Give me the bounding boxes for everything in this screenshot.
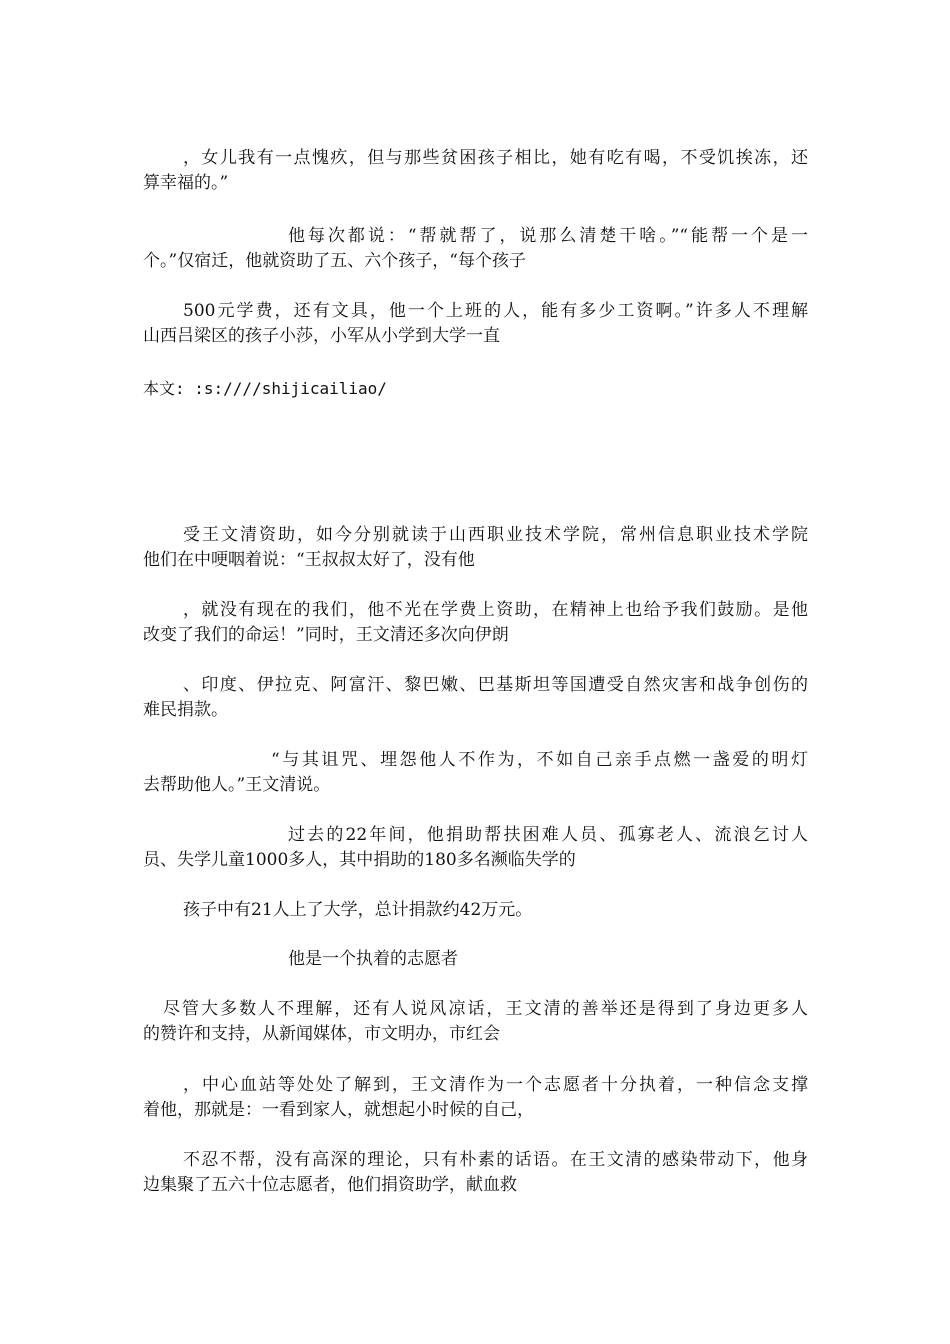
paragraph	[143, 673, 808, 723]
section-heading: 他是一个执着的志愿者	[288, 949, 458, 969]
text-line: 算幸福的。”	[143, 173, 229, 193]
text-line: 去帮助他人。”王文清说。	[143, 775, 331, 795]
paragraph	[143, 1073, 808, 1123]
text-line: 山西吕梁区的孩子小莎，小军从小学到大学一直	[143, 326, 500, 346]
text-line: ，女儿我有一点愧疚，但与那些贫困孩子相比，她有吃有喝，不受饥挨冻，还	[183, 148, 808, 168]
text-line: “与其诅咒、埋怨他人不作为，不如自己亲手点燃一盏爱的明灯	[271, 750, 808, 770]
text-line: 的赞许和支持，从新闻媒体，市文明办，市红会	[143, 1024, 500, 1044]
text-line: 难民捐款。	[143, 700, 228, 720]
text-line: 、印度、伊拉克、阿富汗、黎巴嫩、巴基斯坦等国遭受自然灾害和战争创伤的	[183, 675, 808, 695]
text-line: 着他，那就是：一看到家人，就想起小时候的自己，	[143, 1100, 534, 1120]
paragraph	[143, 598, 808, 648]
text-line: ，就没有现在的我们，他不光在学费上资助，在精神上也给予我们鼓励。是他	[183, 600, 808, 620]
text-line: 边集聚了五六十位志愿者，他们捐资助学，献血救	[143, 1175, 517, 1195]
paragraph	[143, 997, 808, 1047]
paragraph	[143, 224, 808, 274]
paragraph	[143, 299, 808, 349]
text-line: 过去的22年间，他捐助帮扶困难人员、孤寡老人、流浪乞讨人	[288, 825, 808, 845]
text-line: 他每次都说：“帮就帮了，说那么清楚干啥。”“能帮一个是一	[288, 226, 808, 246]
paragraph	[143, 523, 808, 573]
text-line: 他们在中哽咽着说：“王叔叔太好了，没有他	[143, 550, 475, 570]
text-line: 孩子中有21人上了大学，总计捐款约42万元。	[183, 900, 533, 920]
paragraph	[143, 146, 808, 196]
paragraph	[143, 376, 808, 401]
text-line: 受王文清资助，如今分别就读于山西职业技术学院，常州信息职业技术学院	[183, 525, 808, 545]
paragraph	[143, 898, 808, 923]
paragraph	[143, 947, 808, 972]
text-line: 尽管大多数人不理解，还有人说风凉话，王文清的善举还是得到了身边更多人	[163, 999, 808, 1019]
paragraph	[143, 1148, 808, 1198]
text-line: 员、失学儿童1000多人，其中捐助的180多名濒临失学的	[143, 850, 576, 870]
text-line: ，中心血站等处处了解到，王文清作为一个志愿者十分执着，一种信念支撑	[183, 1075, 808, 1095]
source-line: 本文: :s:////shijicailiao/	[143, 379, 387, 398]
text-line: 500元学费，还有文具，他一个上班的人，能有多少工资啊。”许多人不理解	[183, 301, 808, 321]
paragraph	[143, 823, 808, 873]
text-line: 不忍不帮，没有高深的理论，只有朴素的话语。在王文清的感染带动下，他身	[183, 1150, 808, 1170]
text-line: 个。”仅宿迁，他就资助了五、六个孩子，“每个孩子	[143, 251, 526, 271]
text-line: 改变了我们的命运！”同时，王文清还多次向伊朗	[143, 625, 509, 645]
paragraph	[143, 748, 808, 798]
